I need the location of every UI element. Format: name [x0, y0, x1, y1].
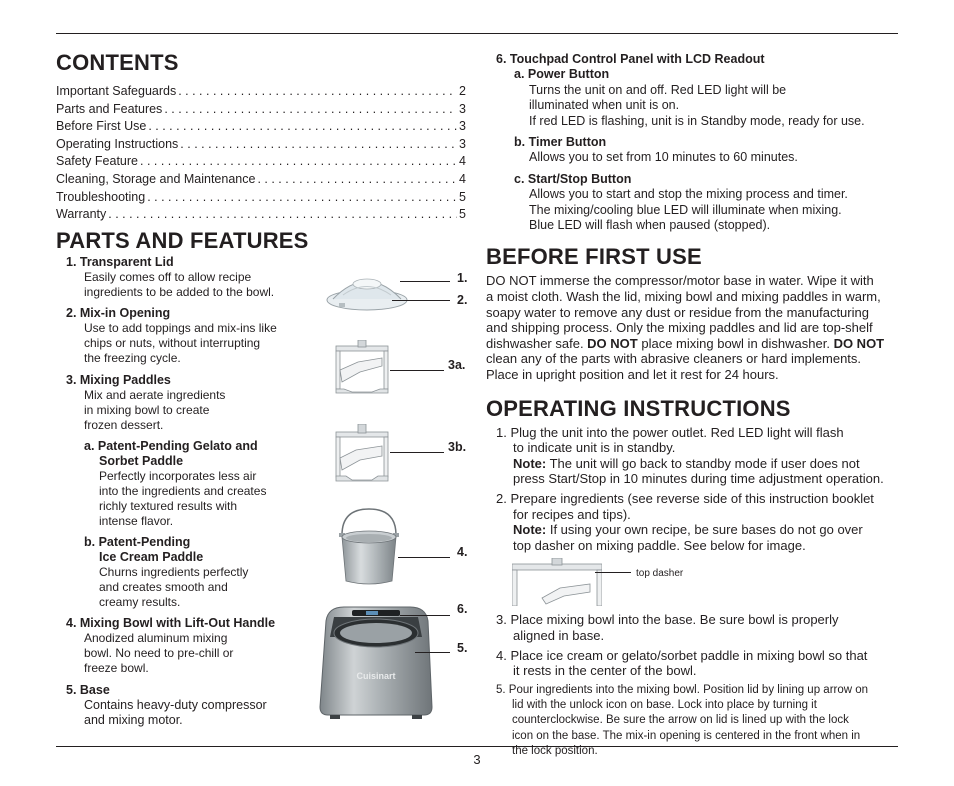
power-button-desc: Turns the unit on and off. Red LED light will be illuminated when unit is on. If red LED is flashing, unit is in Standby mode, ready for use. [529, 82, 865, 128]
mixing-bowl-illustration [336, 507, 402, 589]
gelato-paddle-illustration [334, 340, 390, 398]
part-mixing-bowl: 4. Mixing Bowl with Lift-Out Handle Anodized aluminum mixing bowl. No need to pre-chill or freeze bowl. [66, 616, 276, 675]
timer-button-title: b. Timer Button [514, 135, 607, 150]
step-1: 1. Plug the unit into the power outlet. Red LED light will flash to indicate unit is in standby. Note: The unit will go back to standby mode if user does not press Start/Stop in 10 minutes during time adjustment operation. [496, 424, 884, 487]
control-panel-title: 6. Touchpad Control Panel with LCD Readout [496, 52, 765, 66]
top-dasher-illustration [512, 558, 602, 606]
callout-2: 2. [457, 293, 468, 307]
brand-logo: Cuisinart [356, 671, 396, 681]
part-base: 5. Base Contains heavy-duty compressor and mixing motor. [66, 683, 267, 727]
part-mix-in-opening: 2. Mix-in Opening Use to add toppings and mix-ins like chips or nuts, without interrupting the freezing cycle. [66, 306, 277, 365]
callout-6: 6. [457, 602, 468, 616]
top-dasher-figure [496, 558, 900, 608]
power-button-title: a. Power Button [514, 67, 610, 82]
toc-item[interactable]: Operating Instructions . . . 3 [56, 136, 466, 154]
bottom-rule [56, 746, 898, 747]
callout-3a: 3a. [448, 358, 466, 372]
toc-item[interactable]: Troubleshooting . . . 5 [56, 189, 466, 207]
callout-5: 5. [457, 641, 468, 655]
page-number: 3 [473, 752, 481, 767]
operating-instructions-heading: OPERATING INSTRUCTIONS [486, 395, 791, 421]
ice-cream-maker-base-illustration [314, 603, 438, 721]
toc-item[interactable]: Warranty . . . 5 [56, 206, 466, 224]
top-dasher-label: top dasher [636, 568, 684, 580]
contents-heading: CONTENTS [56, 50, 179, 75]
toc-item[interactable]: Important Safeguards . . . 2 [56, 83, 466, 101]
part-transparent-lid: 1. Transparent Lid Easily comes off to allow recipe ingredients to be added to the bowl. [66, 255, 275, 299]
toc-item[interactable]: Parts and Features . . . 3 [56, 101, 466, 119]
toc-list [56, 83, 466, 224]
callout-3b: 3b. [448, 440, 467, 454]
ice-cream-paddle-illustration [334, 424, 390, 484]
before-first-use-heading: BEFORE FIRST USE [486, 244, 702, 270]
part-ice-cream-paddle: b. Patent-Pending Ice Cream Paddle Churns ingredients perfectly and creates smooth and creamy results. [84, 535, 249, 609]
transparent-lid-illustration [325, 270, 409, 316]
step-3: 3. Place mixing bowl into the base. Be sure bowl is properly aligned in base. [496, 612, 839, 643]
toc-item[interactable]: Safety Feature . . . 4 [56, 153, 466, 171]
toc-item[interactable]: Before First Use . . . 3 [56, 118, 466, 136]
timer-button-desc: Allows you to set from 10 minutes to 60 minutes. [529, 150, 798, 165]
control-panel-section [486, 52, 900, 233]
operating-steps [486, 425, 900, 760]
step-4: 4. Place ice cream or gelato/sorbet paddle in mixing bowl so that it rests in the center of the bowl. [496, 647, 868, 679]
step-5: 5. Pour ingredients into the mixing bowl. Position lid by lining up arrow on lid with the unlock icon on base. Lock into place by turning it counterclockwise. Be sure the arrow on lid is lined up with the lock icon on the base. The mix-in opening is centered in the front when in the lock position. [496, 683, 869, 757]
parts-heading: PARTS AND FEATURES [56, 228, 309, 253]
part-mixing-paddles: 3. Mixing Paddles Mix and aerate ingredients in mixing bowl to create frozen dessert. [66, 373, 226, 432]
toc-item[interactable]: Cleaning, Storage and Maintenance . . . 4 [56, 171, 466, 189]
before-first-use-body: DO NOT immerse the compressor/motor base in water. Wipe it with a moist cloth. Wash the lid, mixing bowl and mixing paddles in warm, soapy water to remove any dust or residue from the manufacturing and shipping process. Only the mixing paddles and lid are top-shelf dishwasher safe. DO NOT place mixing bowl in dishwasher. DO NOT clean any of the parts with abrasive cleaners or hard implements. Place in upright position and let it rest for 24 hours. [486, 273, 885, 383]
top-rule [56, 33, 898, 34]
left-column [56, 50, 466, 224]
step-2: 2. Prepare ingredients (see reverse side of this instruction booklet for recipes and tips). Note: If using your own recipe, be sure bases do not go over top dasher on mixing paddle. See below for image. [496, 491, 874, 553]
start-stop-button-desc: Allows you to start and stop the mixing process and timer. The mixing/cooling blue LED will illuminate when mixing. Blue LED will flash when paused (stopped). [529, 187, 848, 233]
part-gelato-paddle: a. Patent-Pending Gelato and Sorbet Paddle Perfectly incorporates less air into the ingredients and creates richly textured results with intense flavor. [84, 439, 267, 528]
start-stop-button-title: c. Start/Stop Button [514, 171, 632, 186]
right-column [486, 52, 900, 759]
callout-4: 4. [457, 545, 468, 559]
callout-1: 1. [457, 271, 468, 285]
